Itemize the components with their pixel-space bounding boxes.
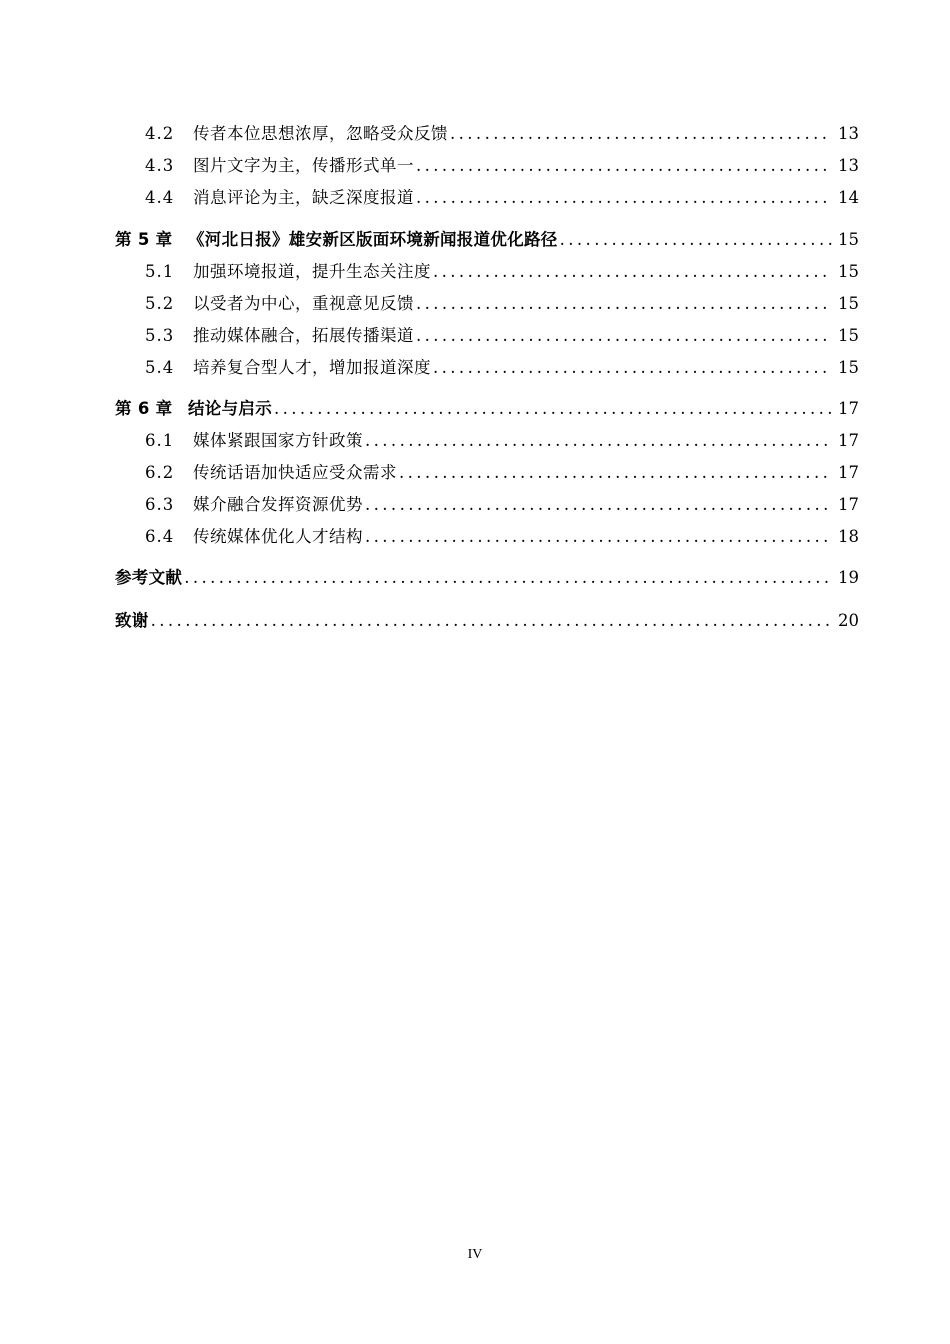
toc-chapter-number: 第 5 章 xyxy=(115,230,173,249)
toc-entry-page: 15 xyxy=(838,294,859,313)
toc-entry-6-3[interactable] xyxy=(0,491,950,515)
toc-entry-4-4[interactable] xyxy=(0,184,950,208)
toc-chapter-number: 第 6 章 xyxy=(115,399,173,418)
page-number-footer: IV xyxy=(467,1247,483,1262)
toc-entry-number: 4.3 xyxy=(145,156,175,175)
toc-entry-title: 培养复合型人才，增加报道深度 xyxy=(193,358,431,377)
dot-leader xyxy=(433,358,832,377)
toc-chapter-title: 致谢 xyxy=(115,611,149,630)
toc-entry-page: 19 xyxy=(838,568,859,587)
toc-acknowledgements[interactable] xyxy=(0,607,950,631)
toc-entry-title: 媒介融合发挥资源优势 xyxy=(193,495,363,514)
toc-entry-4-3[interactable] xyxy=(0,152,950,176)
toc-entry-number: 6.3 xyxy=(145,495,175,514)
toc-entry-page: 13 xyxy=(838,156,859,175)
toc-entry-6-4[interactable] xyxy=(0,523,950,547)
toc-entry-title: 媒体紧跟国家方针政策 xyxy=(193,431,363,450)
dot-leader xyxy=(365,527,832,546)
toc-entry-page: 15 xyxy=(838,230,859,249)
toc-chapter-5[interactable] xyxy=(0,226,950,250)
toc-entry-number: 5.3 xyxy=(145,326,175,345)
toc-entry-title: 传统媒体优化人才结构 xyxy=(193,527,363,546)
toc-entry-page: 15 xyxy=(838,358,859,377)
toc-entry-page: 17 xyxy=(838,495,859,514)
toc-entry-number: 4.4 xyxy=(145,188,175,207)
dot-leader xyxy=(450,124,832,143)
toc-entry-5-1[interactable] xyxy=(0,258,950,282)
dot-leader xyxy=(365,495,832,514)
toc-entry-5-3[interactable] xyxy=(0,322,950,346)
toc-entry-number: 6.2 xyxy=(145,463,175,482)
toc-entry-page: 15 xyxy=(838,326,859,345)
toc-entry-page: 17 xyxy=(838,399,859,418)
dot-leader xyxy=(274,399,832,418)
dot-leader xyxy=(416,188,832,207)
toc-entry-page: 14 xyxy=(838,188,859,207)
toc-entry-title: 推动媒体融合，拓展传播渠道 xyxy=(193,326,414,345)
dot-leader xyxy=(560,230,832,249)
toc-entry-5-4[interactable] xyxy=(0,354,950,378)
toc-chapter-title: 参考文献 xyxy=(115,568,183,587)
dot-leader xyxy=(399,463,832,482)
dot-leader xyxy=(365,431,832,450)
toc-entry-number: 6.1 xyxy=(145,431,175,450)
dot-leader xyxy=(416,156,832,175)
toc-entry-page: 18 xyxy=(838,527,859,546)
toc-entry-title: 加强环境报道，提升生态关注度 xyxy=(193,262,431,281)
dot-leader xyxy=(433,262,832,281)
toc-entry-number: 5.1 xyxy=(145,262,175,281)
toc-entry-page: 15 xyxy=(838,262,859,281)
toc-entry-6-1[interactable] xyxy=(0,427,950,451)
toc-chapter-6[interactable] xyxy=(0,395,950,419)
toc-entry-title: 以受者为中心，重视意见反馈 xyxy=(193,294,414,313)
toc-entry-page: 17 xyxy=(838,463,859,482)
dot-leader xyxy=(416,326,832,345)
toc-chapter-title: 《河北日报》雄安新区版面环境新闻报道优化路径 xyxy=(188,230,558,249)
toc-entry-page: 13 xyxy=(838,124,859,143)
toc-entry-number: 5.2 xyxy=(145,294,175,313)
dot-leader xyxy=(184,568,832,587)
dot-leader xyxy=(151,611,832,630)
toc-entry-title: 消息评论为主，缺乏深度报道 xyxy=(193,188,414,207)
toc-entry-4-2[interactable] xyxy=(0,120,950,144)
dot-leader xyxy=(416,294,832,313)
toc-entry-number: 4.2 xyxy=(145,124,175,143)
toc-entry-page: 20 xyxy=(838,611,859,630)
toc-entry-number: 5.4 xyxy=(145,358,175,377)
toc-chapter-title: 结论与启示 xyxy=(188,399,272,418)
toc-entry-title: 传者本位思想浓厚，忽略受众反馈 xyxy=(193,124,448,143)
toc-entry-title: 传统话语加快适应受众需求 xyxy=(193,463,397,482)
toc-entry-6-2[interactable] xyxy=(0,459,950,483)
toc-entry-page: 17 xyxy=(838,431,859,450)
toc-references[interactable] xyxy=(0,564,950,588)
toc-entry-number: 6.4 xyxy=(145,527,175,546)
toc-entry-5-2[interactable] xyxy=(0,290,950,314)
toc-entry-title: 图片文字为主，传播形式单一 xyxy=(193,156,414,175)
